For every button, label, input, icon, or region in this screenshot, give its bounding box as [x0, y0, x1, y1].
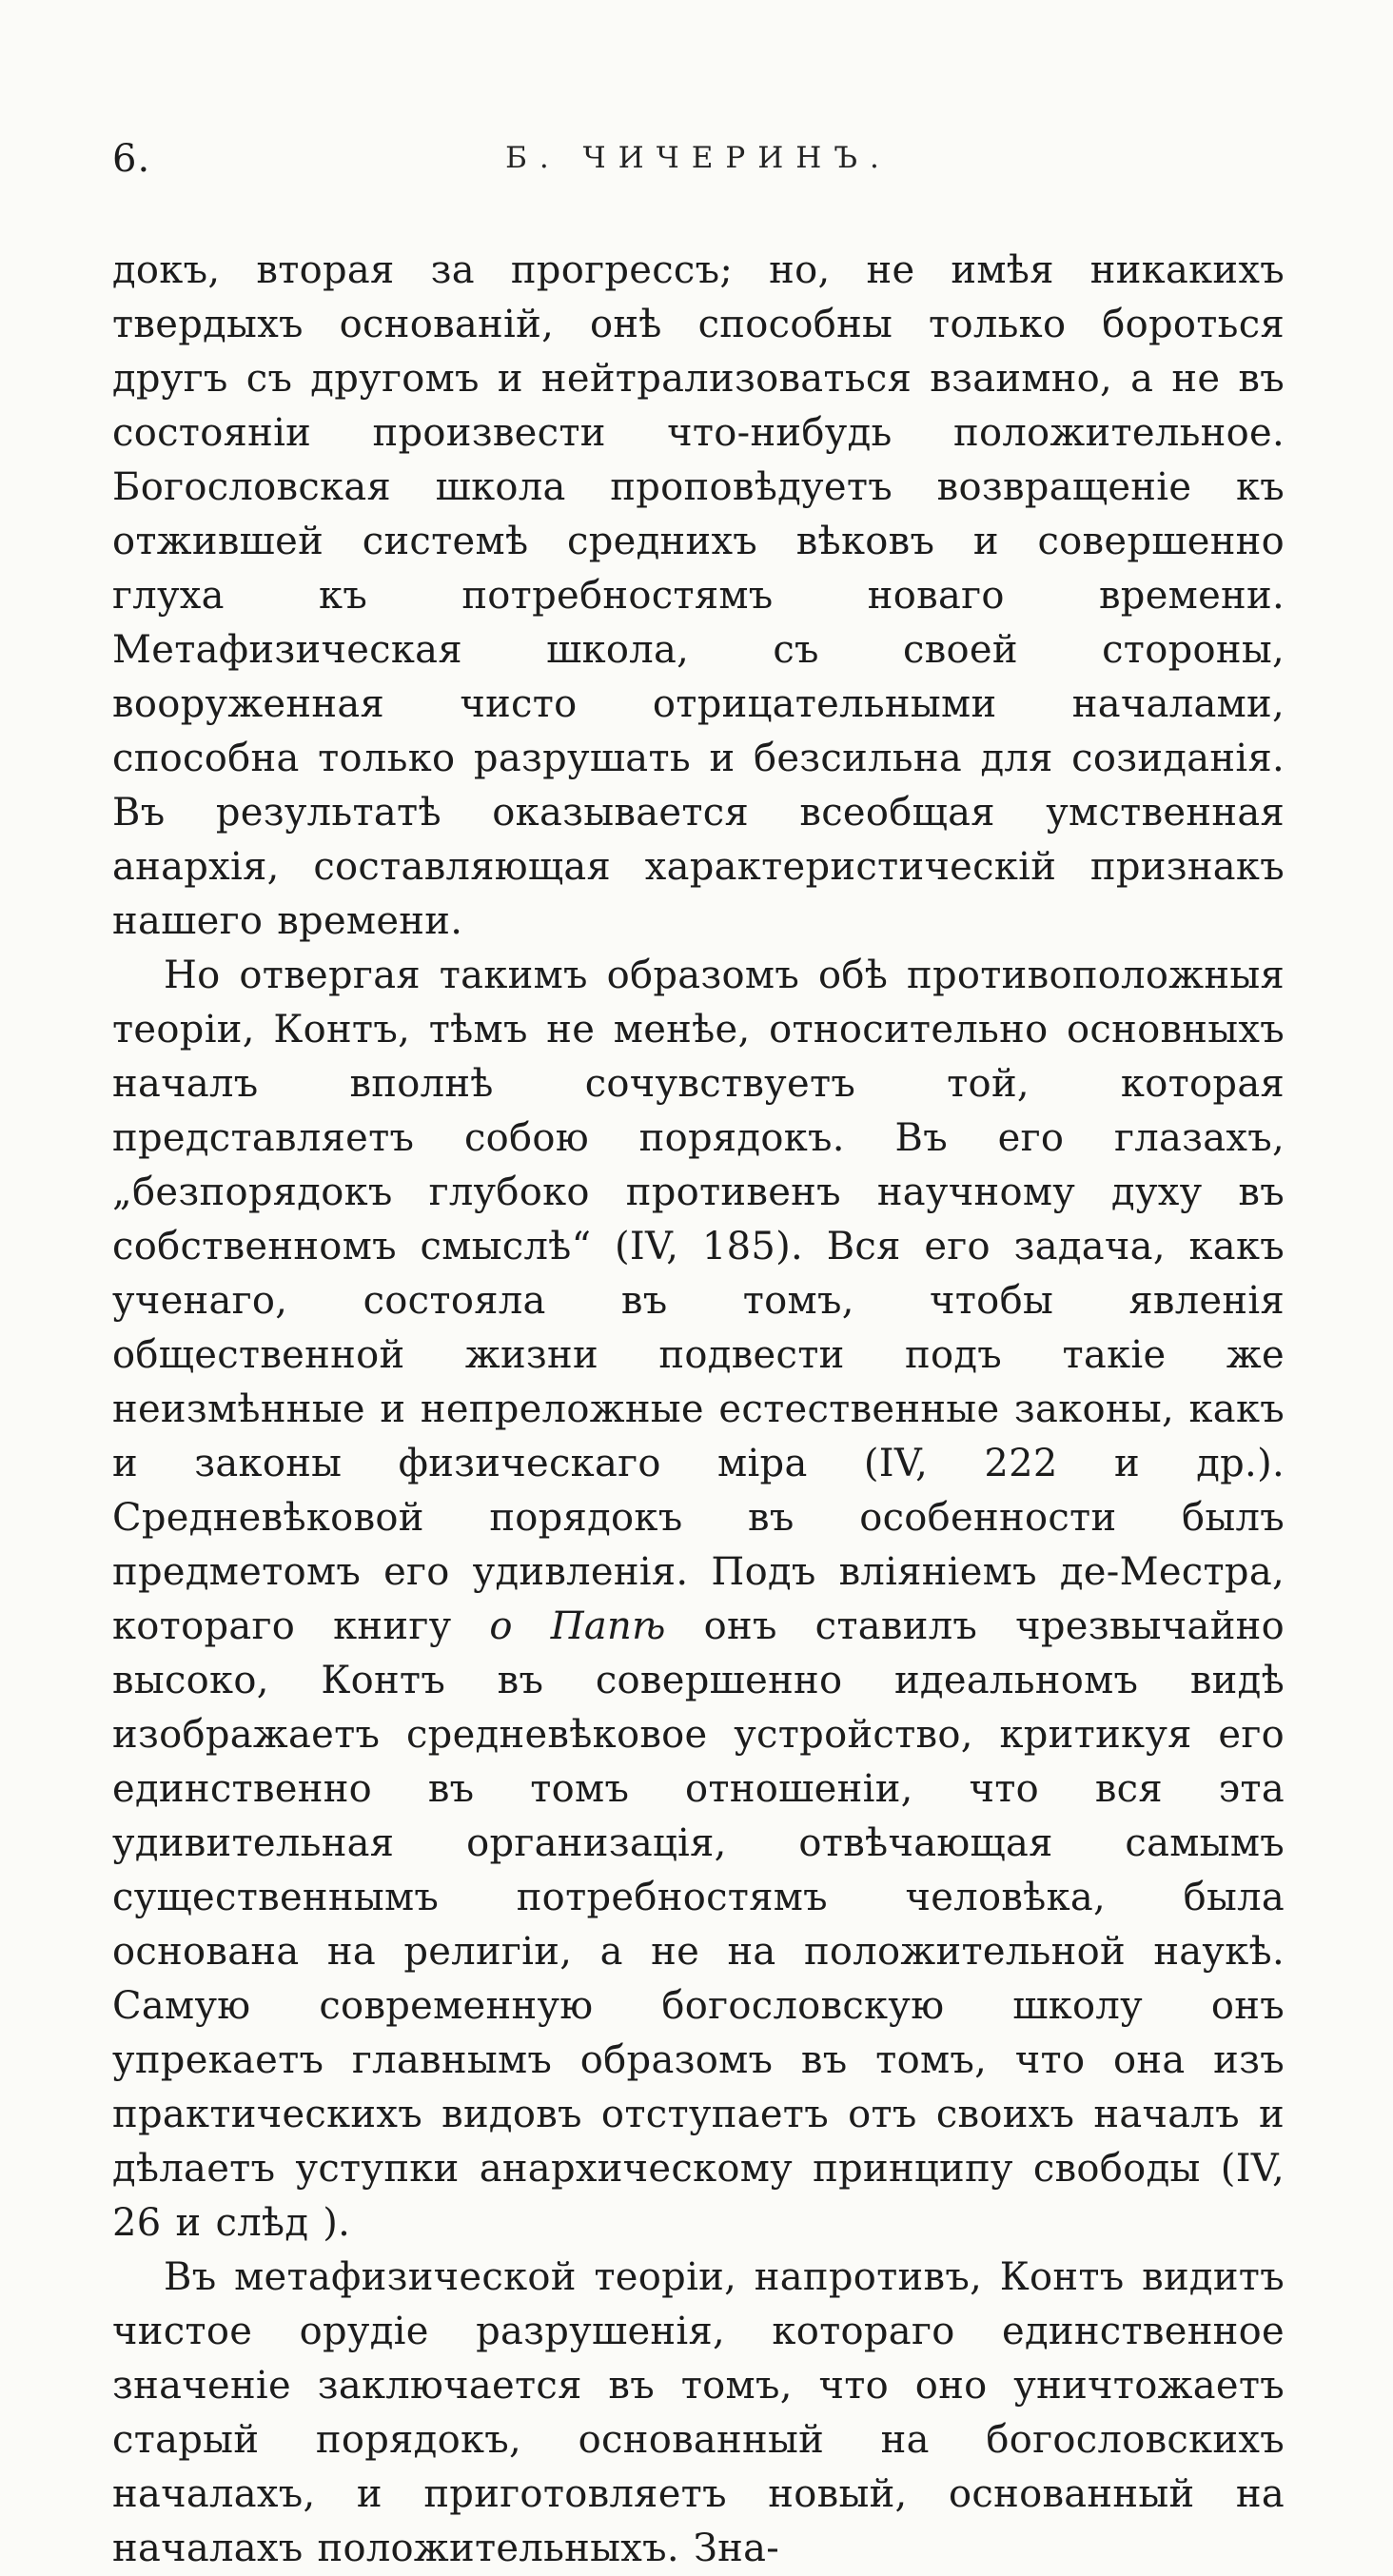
page-header [112, 131, 1285, 188]
text-run: онъ ставилъ чрезвычайно высоко, Контъ въ совершенно идеальномъ видѣ изображаетъ средневѣковое устройство, критикуя его единственно въ томъ отношеніи, что вся эта удивительная организація, отвѣчающая самымъ существеннымъ потребностямъ человѣка, была основана на религіи, а не на положительной наукѣ. Самую современную богословскую школу онъ упрекаетъ главнымъ образомъ въ томъ, что она изъ практическихъ видовъ отступаетъ отъ своихъ началъ и дѣлаетъ уступки анархическому принципу свободы (IV, 26 и слѣд ). [112, 1604, 1285, 2245]
paragraph [112, 2251, 1285, 2576]
italic-text: о Папѣ [489, 1604, 666, 1648]
paragraph [112, 949, 1285, 2251]
running-title: Б. ЧИЧЕРИНЪ. [505, 141, 892, 175]
text-body [112, 244, 1285, 2576]
text-run: докъ, вторая за прогрессъ; но, не имѣя никакихъ твердыхъ основаній, онѣ способны только бороться другъ съ другомъ и нейтрализоваться взаимно, а не въ состояніи произвести что-нибудь положительное. Богословская школа проповѣдуетъ возвращеніе къ отжившей системѣ среднихъ вѣковъ и совершенно глуха къ потребностямъ новаго времени. Метафизическая школа, съ своей стороны, вооруженная чисто отрицательными началами, способна только разрушать и безсильна для созиданія. Въ результатѣ оказывается всеобщая умственная анархія, составляющая характеристическій признакъ нашего времени. [112, 248, 1285, 943]
page-number: 6. [112, 137, 151, 181]
text-run: Но отвергая такимъ образомъ обѣ противоположныя теоріи, Контъ, тѣмъ не менѣе, относительно основныхъ началъ вполнѣ сочувствуетъ той, которая представляетъ собою порядокъ. Въ его глазахъ, „безпорядокъ глубоко противенъ научному духу въ собственномъ смыслѣ“ (IV, 185). Вся его задача, какъ ученаго, состояла въ томъ, чтобы явленія общественной жизни подвести подъ такіе же неизмѣнные и непреложные естественные законы, какъ и законы физическаго міра (IV, 222 и др.). Средневѣковой порядокъ въ особенности былъ предметомъ его удивленія. Подъ вліяніемъ де-Местра, котораго книгу [112, 954, 1285, 1648]
text-run: Въ метафизической теоріи, напротивъ, Контъ видитъ чистое орудіе разрушенія, котораго единственное значеніе заключается въ томъ, что оно уничтожаетъ старый порядокъ, основанный на богословскихъ началахъ, и приготовляетъ новый, основанный на началахъ положительныхъ. Зна- [112, 2255, 1285, 2570]
paragraph [112, 244, 1285, 949]
